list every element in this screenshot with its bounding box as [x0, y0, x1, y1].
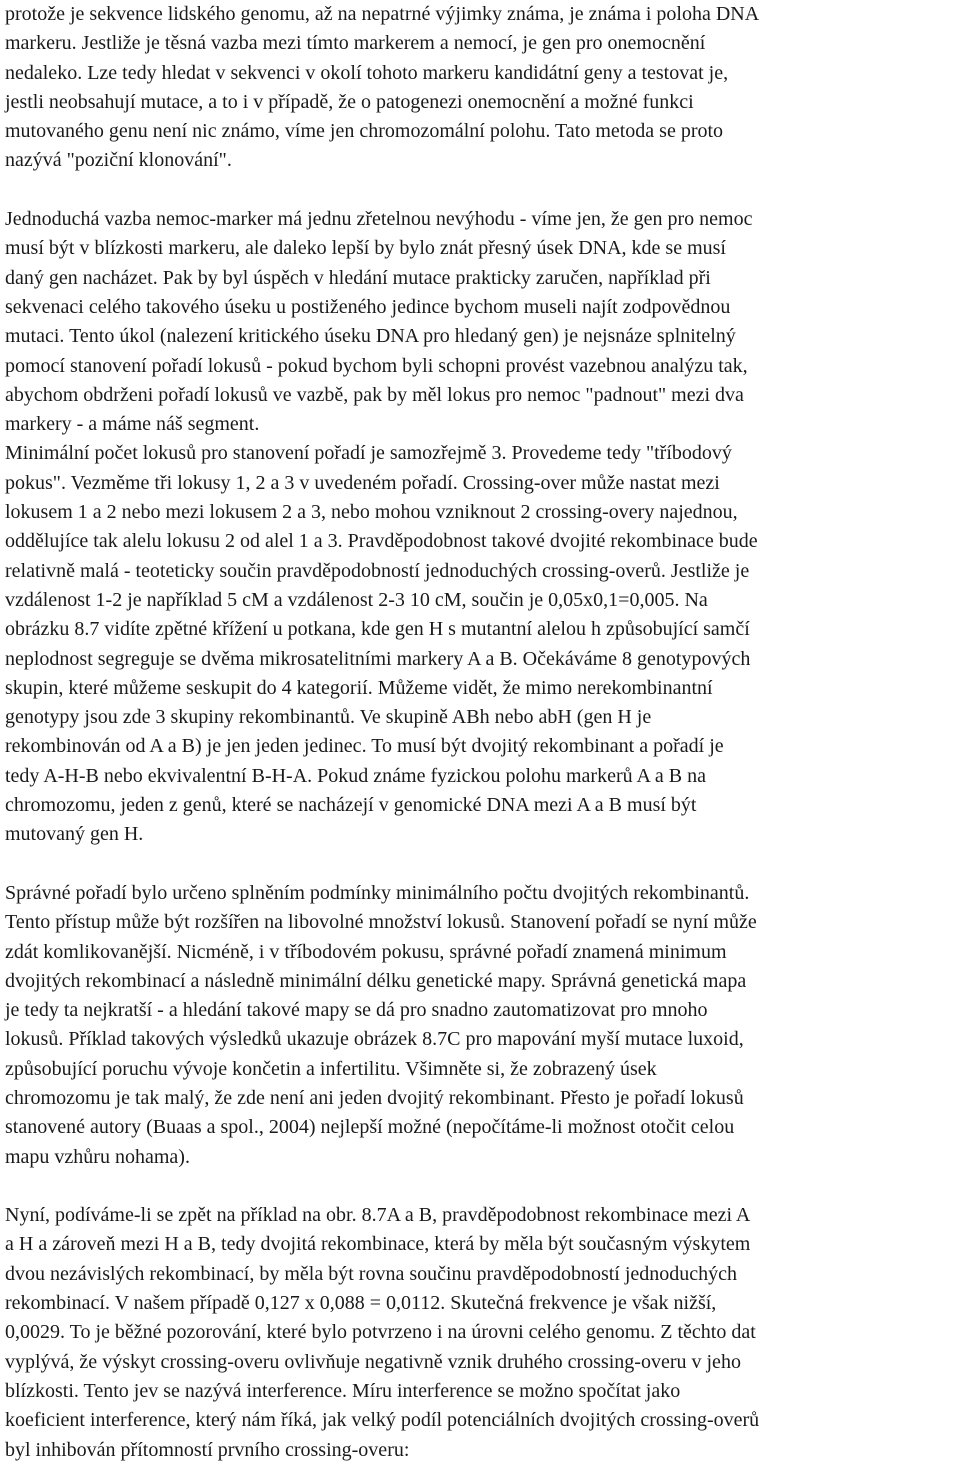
paragraph-interference	[5, 1201, 957, 1465]
text-line: rekombinován od A a B) je jen jeden jedinec. To musí být dvojitý rekombinant a pořadí je	[5, 735, 724, 758]
text-line: lokusů. Příklad takových výsledků ukazuje obrázek 8.7C pro mapování myší mutace luxoid,	[5, 1028, 744, 1051]
text-line: markery - a máme náš segment.	[5, 413, 260, 436]
text-line: oddělujíce tak alelu lokusu 2 od alel 1 a 3. Pravděpodobnost takové dvojité rekombinace bude	[5, 530, 758, 553]
text-line: chromozomu je tak malý, že zde není ani jeden dvojitý rekombinant. Přesto je pořadí lokusů	[5, 1086, 744, 1109]
paragraph-locus-order	[5, 879, 957, 1172]
text-line: nazývá "poziční klonování".	[5, 149, 232, 172]
text-line: je tedy ta nejkratší - a hledání takové mapy se dá pro snadno zautomatizovat pro mnoho	[5, 999, 708, 1022]
text-line: mutaci. Tento úkol (nalezení kritického úseku DNA pro hledaný gen) je nejsnáze splnitelný	[5, 325, 736, 348]
text-line: dvou nezávislých rekombinací, by měla být rovna součinu pravděpodobností jednoduchých	[5, 1262, 738, 1285]
text-line: chromozomu, jeden z genů, které se nacházejí v genomické DNA mezi A a B musí být	[5, 794, 697, 817]
text-line: neplodnost segreguje se dvěma mikrosatelitními markery A a B. Očekáváme 8 genotypových	[5, 647, 751, 670]
document-page	[5, 0, 957, 1465]
text-line: mapu vzhůru nohama).	[5, 1145, 190, 1168]
text-line: mutovaný gen H.	[5, 823, 144, 846]
text-line: musí být v blízkosti markeru, ale daleko lepší by bylo znát přesný úsek DNA, kde se musí	[5, 237, 726, 260]
text-line: relativně malá - teoteticky součin pravděpodobností jednoduchých crossing-overů. Jestliže je	[5, 559, 750, 582]
text-line: skupin, které můžeme seskupit do 4 kategorií. Můžeme vidět, že mimo nerekombinantní	[5, 676, 713, 699]
text-line: pomocí stanovení pořadí lokusů - pokud bychom byli schopni provést vazebnou analýzu tak,	[5, 354, 748, 377]
text-line: Správné pořadí bylo určeno splněním podmínky minimálního počtu dvojitých rekombinantů.	[5, 881, 750, 904]
text-line: Nyní, podíváme-li se zpět na příklad na obr. 8.7A a B, pravděpodobnost rekombinace mezi A	[5, 1204, 751, 1227]
text-line: abychom obdrženi pořadí lokusů ve vazbě, pak by měl lokus pro nemoc "padnout" mezi dva	[5, 383, 744, 406]
text-line: sekvenaci celého takového úseku u postiženého jedince bychom museli najít zodpovědnou	[5, 295, 731, 318]
text-line: nedaleko. Lze tedy hledat v sekvenci v okolí tohoto markeru kandidátní geny a testovat je,	[5, 61, 729, 84]
text-line: způsobující poruchu vývoje končetin a infertilitu. Všimněte si, že zobrazený úsek	[5, 1057, 657, 1080]
text-line: Tento přístup může být rozšířen na libovolné množství lokusů. Stanovení pořadí se nyní může	[5, 911, 757, 934]
text-line: blízkosti. Tento jev se nazývá interference. Míru interference se možno spočítat jako	[5, 1379, 681, 1402]
text-line: dvojitých rekombinací a následně minimální délku genetické mapy. Správná genetická mapa	[5, 969, 747, 992]
text-line: byl inhibován přítomností prvního crossing-overu:	[5, 1438, 410, 1461]
text-line: pokus". Vezměme tři lokusy 1, 2 a 3 v uvedeném pořadí. Crossing-over může nastat mezi	[5, 471, 720, 494]
paragraph-gap	[5, 176, 957, 205]
text-line: stanovené autory (Buaas a spol., 2004) nejlepší možné (nepočítáme-li možnost otočit celou	[5, 1116, 735, 1139]
paragraph-gap	[5, 1172, 957, 1201]
text-line: markeru. Jestliže je těsná vazba mezi tímto markerem a nemocí, je gen pro onemocnění	[5, 32, 706, 55]
text-line: Jednoduchá vazba nemoc-marker má jednu zřetelnou nevýhodu - víme jen, že gen pro nemoc	[5, 208, 753, 231]
text-line: Minimální počet lokusů pro stanovení pořadí je samozřejmě 3. Provedeme tedy "tříbodový	[5, 442, 732, 465]
text-line: rekombinací. V našem případě 0,127 x 0,088 = 0,0112. Skutečná frekvence je však nižší,	[5, 1292, 717, 1315]
text-line: zdát komlikovanější. Nicméně, i v tříbodovém pokusu, správné pořadí znamená minimum	[5, 940, 727, 963]
text-line: daný gen nacházet. Pak by byl úspěch v hledání mutace prakticky zaručen, například při	[5, 266, 711, 289]
paragraph-gap	[5, 850, 957, 879]
text-line: jestli neobsahují mutace, a to i v případě, že o patogenezi onemocnění a možné funkci	[5, 90, 694, 113]
text-line: protože je sekvence lidského genomu, až na nepatrné výjimky známa, je známa i poloha DNA	[5, 3, 760, 25]
paragraph-positional-cloning	[5, 0, 957, 176]
text-line: mutovaného genu není nic známo, víme jen chromozomální polohu. Tato metoda se proto	[5, 120, 724, 143]
text-line: a H a zároveň mezi H a B, tedy dvojitá rekombinace, která by měla být současným výskytem	[5, 1233, 751, 1256]
text-line: lokusem 1 a 2 nebo mezi lokusem 2 a 3, nebo mohou vzniknout 2 crossing-overy najednou,	[5, 501, 738, 524]
text-line: 0,0029. To je běžné pozorování, které bylo potvrzeno i na úrovni celého genomu. Z těchto dat	[5, 1321, 756, 1344]
text-line: genotypy jsou zde 3 skupiny rekombinantů. Ve skupině ABh nebo abH (gen H je	[5, 706, 652, 729]
paragraph-three-point-cross	[5, 205, 957, 850]
text-line: vyplývá, že výskyt crossing-overu ovlivňuje negativně vznik druhého crossing-overu v jeho	[5, 1350, 741, 1373]
text-line: vzdálenost 1-2 je například 5 cM a vzdálenost 2-3 10 cM, součin je 0,05x0,1=0,005. Na	[5, 588, 708, 611]
text-line: obrázku 8.7 vidíte zpětné křížení u potkana, kde gen H s mutantní alelou h způsobující samčí	[5, 618, 750, 641]
text-line: tedy A-H-B nebo ekvivalentní B-H-A. Pokud známe fyzickou polohu markerů A a B na	[5, 764, 706, 787]
text-line: koeficient interference, který nám říká, jak velký podíl potenciálních dvojitých crossing-overů	[5, 1409, 760, 1432]
